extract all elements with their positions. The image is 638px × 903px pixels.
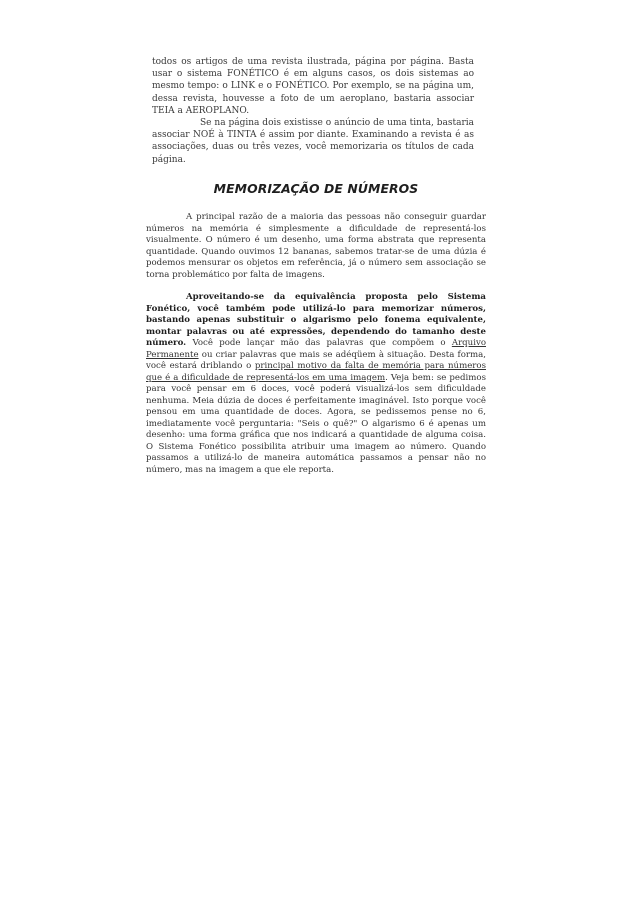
underlined-phrase: principal motivo da falta de memória para números bbox=[254, 361, 486, 371]
bold-statement: Aproveitando-se da equivalência proposta pelo Sistema Fonético, você também pode utilizá-lo para memorizar números, bastando apenas substituir o algarismo pelo fonema equivalente, montar palavras ou até expressões, dependendo do tamanho deste número. bbox=[146, 292, 486, 348]
method-paragraph bbox=[146, 292, 486, 476]
arquivo-permanente-link[interactable]: Arquivo Permanente bbox=[146, 338, 486, 360]
section-title: MEMORIZAÇÃO DE NÚMEROS bbox=[213, 181, 419, 196]
body-text: . Veja bem: se pedimos para você pensar em 6 doces, você poderá visualizá-los sem dificuldade nenhuma. Meia dúzia de doces é perfeitamente imaginável. Isto porque você pensou em uma quantidade de doces. Agora, se pedissemos pense no 6, imediatamente você perguntaria: "Seis o quê?" O algarismo 6 é apenas um desenho: uma forma gráfica que nos indicará a quantidade de alguma coisa. O Sistema Fonético possibilita atribuir uma imagem ao número. Quando passamos a utilizá-lo de maneira automática passamos a pensar não no número, mas na imagem a que ele reporta. bbox=[146, 372, 486, 475]
continued-text-block bbox=[152, 56, 474, 166]
section-body bbox=[146, 212, 486, 476]
body-text: Você pode lançar mão das palavras que compõem o bbox=[186, 338, 452, 348]
association-paragraph: Se na página dois existisse o anúncio de uma tinta, bastaria associar NOÉ à TINTA é assim por diante. Examinando a revista é as associações, duas ou três vezes, você memorizaria os títulos de cada página. bbox=[152, 118, 474, 165]
underlined-phrase: que é a dificuldade de representá-los em uma imagem bbox=[146, 372, 386, 383]
body-text: ou criar palavras que mais se adéqüem à situação. Desta forma, você estará driblando o bbox=[146, 349, 486, 371]
continued-paragraph: todos os artigos de uma revista ilustrada, página por página. Basta usar o sistema FONÉTICO é em alguns casos, os dois sistemas ao mesmo tempo: o LINK e o FONÉTICO. Por exemplo, se na página um, dessa revista, houvesse a foto de um aeroplano, bastaria associar TEIA a AEROPLANO. bbox=[152, 57, 474, 116]
intro-paragraph: A principal razão de a maioria das pessoas não conseguir guardar números na memória é simplesmente a dificuldade de representá-los visualmente. O número é um desenho, uma forma abstrata que representa quantidade. Quando ouvimos 12 bananas, sabemos tratar-se de uma dúzia é podemos mensurar os objetos em referência, já o número sem associação se torna problemático por falta de imagens. bbox=[146, 212, 486, 280]
